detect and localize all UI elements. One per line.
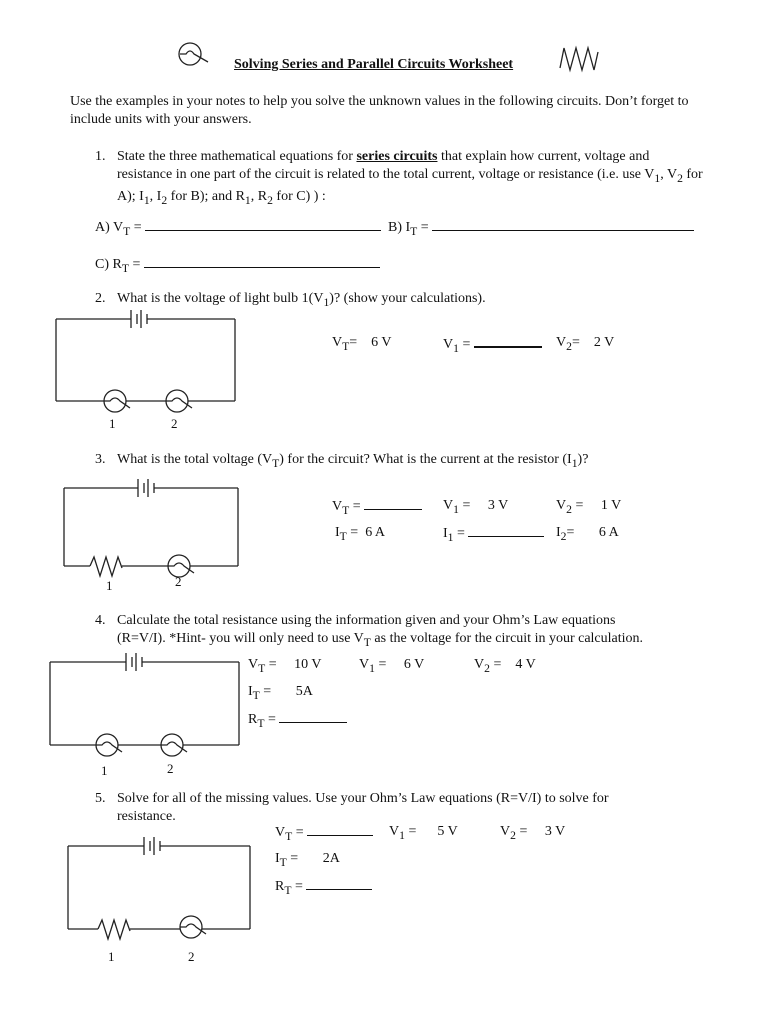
i1-blank[interactable] (468, 524, 544, 537)
bulb-2-label: 2 (171, 416, 178, 431)
v2-value: $V_2$ = 4 V (474, 657, 536, 675)
resistor-1 (98, 920, 130, 939)
answer-c-blank[interactable] (144, 255, 380, 268)
rt-value: $R_T$ = (248, 710, 347, 733)
bulb-1-label: 1 (101, 763, 108, 778)
component-1-label: 1 (106, 578, 113, 593)
instructions: Use the examples in your notes to help you solve the unknown values in the following circuits. Don’t forget to include units with your answers. (70, 94, 689, 127)
v1-value: $V_1$ = 3 V (443, 498, 509, 516)
v2-value: $V_2$ = 3 V (500, 824, 566, 842)
circuit-diagram-5 (68, 834, 256, 944)
question-text: State the three mathematical equations for series circuits that explain how current, voltage and resistance in one part of the circuit is related to the total current, voltage or resistance (i.e. use $V_1$, $V_2$ for A); $I_1$, $I_2$ for B); and $R_1$, $R_2$ for C) ) : (117, 149, 703, 207)
component-2-label: 2 (188, 949, 195, 964)
rt-value: $R_T$ = (275, 877, 372, 900)
vt-value: $V_T$ = (275, 823, 373, 846)
answer-a: A) $V_T$ = (95, 218, 381, 241)
answer-a-blank[interactable] (145, 218, 381, 231)
light-bulb-icon (176, 40, 210, 74)
v2-value: $V_2=$ 2 V (556, 335, 615, 353)
v1-value: $V_1$ = 5 V (389, 824, 458, 842)
v2-value: $V_2$ = 1 V (556, 498, 622, 516)
bulb-2-label: 2 (167, 761, 174, 776)
it-value: $I_T$ = 2A (275, 851, 340, 869)
vt-blank[interactable] (364, 497, 422, 510)
i2-value: $I_2=$ 6 A (556, 525, 619, 543)
circuit-diagram-4 (50, 650, 245, 765)
vt-blank[interactable] (307, 823, 373, 836)
bulb-1-label: 1 (109, 416, 116, 431)
vt-value: $V_T$ = (332, 497, 422, 520)
rt-blank[interactable] (279, 710, 347, 723)
component-1-label: 1 (108, 949, 115, 964)
it-value: $I_T$ = 5A (248, 684, 313, 702)
question-number: 1. (95, 149, 106, 164)
circuit-diagram-3 (64, 476, 244, 586)
rt-blank[interactable] (306, 877, 372, 890)
v1-value: $V_1$ = 6 V (359, 657, 425, 675)
answer-c: C) $R_T$ = (95, 255, 380, 278)
v1-blank[interactable] (474, 334, 542, 348)
i1-value: $I_1$ = (443, 524, 544, 547)
vt-value: $V_T$ = 10 V (248, 657, 322, 675)
v1-value: $V_1$ = (443, 334, 542, 358)
answer-b: B) $I_T$ = (388, 218, 694, 241)
answer-b-blank[interactable] (432, 218, 694, 231)
it-value: $I_T = 6$ A (335, 525, 386, 543)
component-2-label: 2 (175, 574, 182, 589)
resistor-icon (560, 44, 600, 74)
page-title: Solving Series and Parallel Circuits Worksheet (234, 57, 514, 72)
resistor-1 (90, 557, 122, 576)
circuit-diagram-2 (56, 308, 246, 433)
vt-value: $V_T=$ 6 V (332, 335, 392, 353)
